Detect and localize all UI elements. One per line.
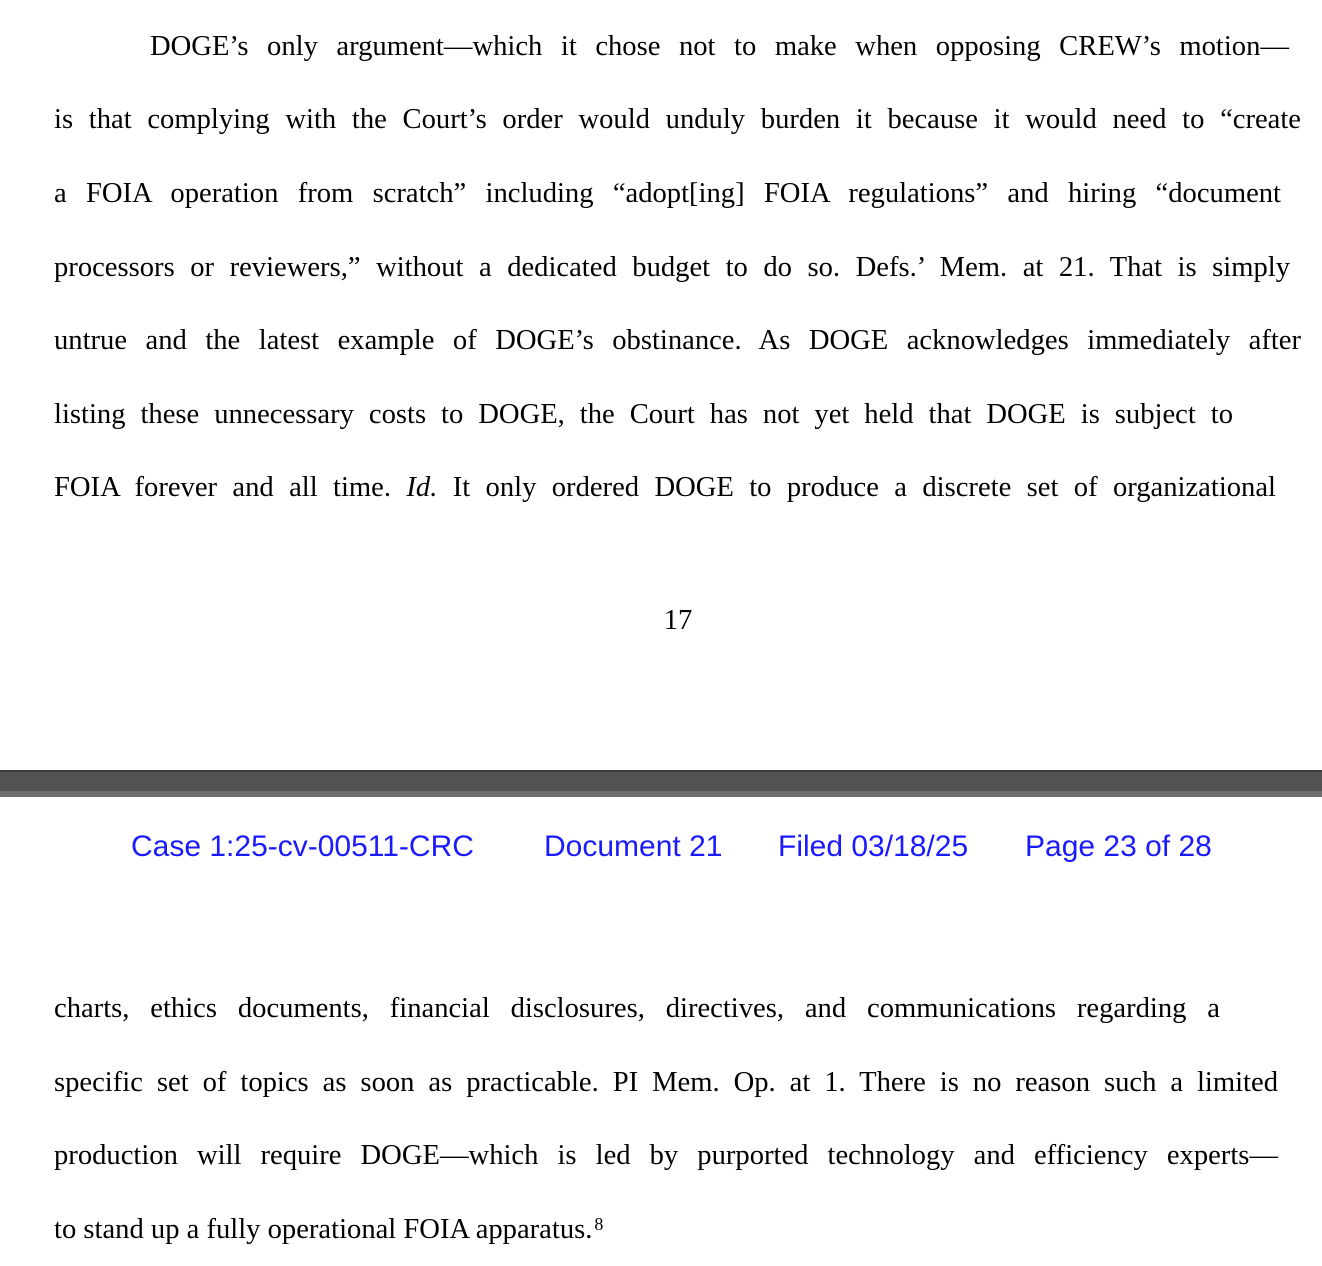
filed-date: Filed 03/18/25 xyxy=(778,830,969,863)
paragraph-line-7-start: FOIA forever and all time. xyxy=(54,472,407,503)
page-separator xyxy=(0,770,1322,797)
paragraph-line-4: processors or reviewers,” without a dedicated budget to do so. Defs.’ Mem. at 21. That is simply xyxy=(54,252,1290,283)
paragraph-line-11-text: to stand up a fully operational FOIA apparatus. xyxy=(54,1214,593,1245)
paragraph-line-5: untrue and the latest example of DOGE’s obstinance. As DOGE acknowledges immediately after xyxy=(54,325,1301,356)
page-number: 17 xyxy=(663,605,693,636)
paragraph-line-7 xyxy=(54,471,1276,505)
footnote-marker[interactable]: 8 xyxy=(594,1214,604,1234)
paragraph-line-8: charts, ethics documents, financial disclosures, directives, and communications regarding a xyxy=(54,993,1220,1024)
paragraph-line-6: listing these unnecessary costs to DOGE, the Court has not yet held that DOGE is subject to xyxy=(54,399,1233,430)
page-count: Page 23 of 28 xyxy=(1025,830,1212,863)
paragraph-line-1: DOGE’s only argument—which it chose not to make when opposing CREW’s motion— xyxy=(150,31,1289,62)
case-number: Case 1:25-cv-00511-CRC xyxy=(131,830,474,863)
ecf-case-header xyxy=(0,827,1322,867)
citation-id: Id. xyxy=(406,472,438,503)
document-page-lower xyxy=(0,797,1322,1266)
document-number: Document 21 xyxy=(544,830,723,863)
paragraph-line-7-end: It only ordered DOGE to produce a discrete set of organizational xyxy=(437,472,1276,503)
paragraph-line-10: production will require DOGE—which is led by purported technology and efficiency experts— xyxy=(54,1140,1278,1171)
paragraph-line-11 xyxy=(54,1213,603,1247)
paragraph-line-2: is that complying with the Court’s order would unduly burden it because it would need to “create xyxy=(54,104,1301,135)
paragraph-line-3: a FOIA operation from scratch” including “adopt[ing] FOIA regulations” and hiring “document xyxy=(54,178,1281,209)
paragraph-line-9: specific set of topics as soon as practicable. PI Mem. Op. at 1. There is no reason such a limited xyxy=(54,1067,1278,1098)
